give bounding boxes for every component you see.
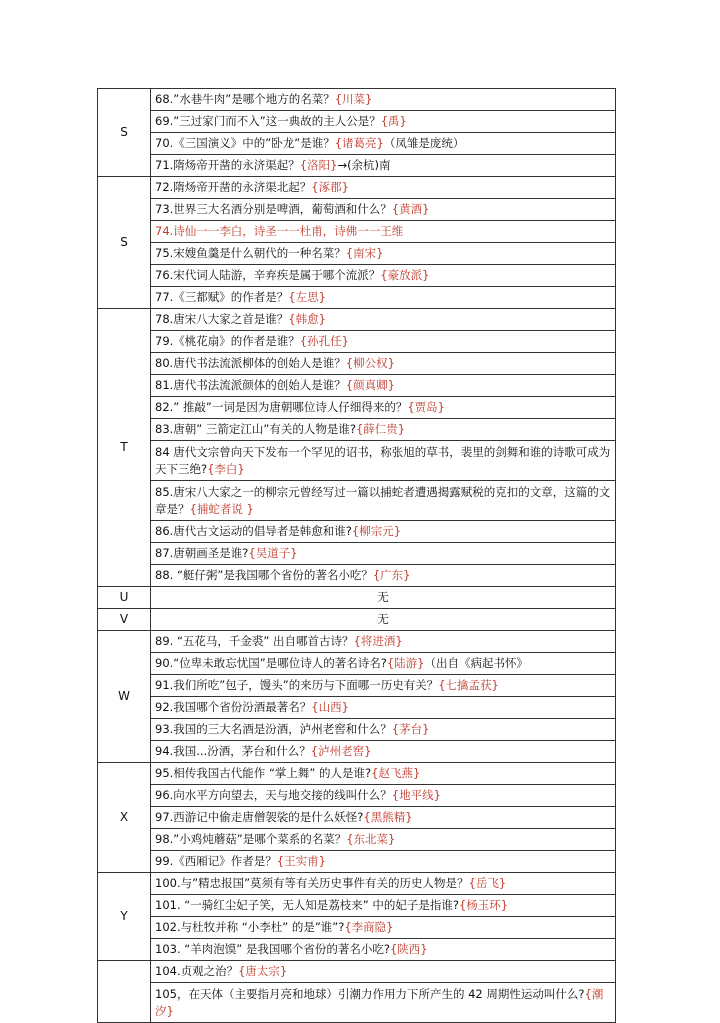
group-letter: V — [98, 609, 151, 631]
answer-text: {潮汐} — [155, 986, 604, 1018]
answer-text: {王实甫} — [276, 854, 326, 868]
table-row — [98, 983, 616, 1023]
question-cell — [151, 481, 616, 521]
question-text: 91.我们所吃”包子，馒头”的来历与下面哪一历史有关？ — [155, 678, 439, 692]
question-cell — [151, 221, 616, 243]
question-cell — [151, 265, 616, 287]
table-row — [98, 565, 616, 587]
question-text: 100.与”精忠报国”莫须有等有关历史事件有关的历史人物是？ — [155, 876, 469, 890]
table-row — [98, 111, 616, 133]
table-row — [98, 133, 616, 155]
table-row — [98, 309, 616, 331]
answer-text: {吴道子} — [248, 546, 298, 560]
answer-text: {贾岛} — [407, 400, 445, 414]
table-row — [98, 177, 616, 199]
table-row — [98, 331, 616, 353]
table-row — [98, 939, 616, 961]
table-row — [98, 807, 616, 829]
question-text: 92.我国哪个省份汾酒最著名？ — [155, 700, 312, 714]
answer-text: {东北菜} — [346, 832, 396, 846]
question-cell — [151, 587, 616, 609]
answer-text: {唐太宗} — [238, 964, 288, 978]
answer-text: {黑熊精} — [363, 810, 413, 824]
group-letter: U — [98, 587, 151, 609]
answer-text: {涿郡} — [311, 180, 349, 194]
answer-text: {豪放派} — [380, 268, 430, 282]
question-text: 86.唐代古文运动的倡导者是韩愈和谁? — [155, 524, 352, 538]
question-text: 88. “艇仔粥”是我国哪个省份的著名小吃？ — [155, 568, 373, 582]
table-row — [98, 375, 616, 397]
note-text: （凤雏是庞统） — [383, 136, 465, 150]
table-row — [98, 675, 616, 697]
note-text: （出自《病起书怀》 — [424, 656, 528, 670]
answer-text: 74.诗仙一一李白，诗圣一一杜甫，诗佛一一王维 — [155, 224, 404, 238]
question-cell — [151, 155, 616, 177]
group-letter: T — [98, 309, 151, 587]
table-row — [98, 221, 616, 243]
question-cell — [151, 807, 616, 829]
question-cell — [151, 177, 616, 199]
answer-text: {薛仁贵} — [355, 422, 406, 436]
answer-text: {禹} — [380, 114, 407, 128]
table-row — [98, 917, 616, 939]
answer-text: {杨玉环} — [458, 898, 509, 912]
table-row — [98, 873, 616, 895]
question-cell — [151, 521, 616, 543]
question-cell — [151, 653, 616, 675]
table-row — [98, 895, 616, 917]
question-text: 69.”三过家门而不入”这一典故的主人公是？ — [155, 114, 381, 128]
table-row — [98, 287, 616, 309]
question-text: 80.唐代书法流派柳体的创始人是谁？ — [155, 356, 346, 370]
answer-text: {泸州老窖} — [310, 744, 372, 758]
question-text: 97.西游记中偷走唐僧袈裟的是什么妖怪? — [155, 810, 364, 824]
table-row — [98, 543, 616, 565]
question-cell — [151, 873, 616, 895]
question-cell — [151, 111, 616, 133]
question-cell — [151, 851, 616, 873]
table-row — [98, 481, 616, 521]
table-row — [98, 243, 616, 265]
group-letter: Y — [98, 873, 151, 961]
question-text: 93.我国的三大名酒是汾酒，泸州老窖和什么？ — [155, 722, 392, 736]
answer-text: {将进酒} — [353, 634, 403, 648]
answer-text: {颜真卿} — [345, 378, 395, 392]
question-cell — [151, 675, 616, 697]
table-row — [98, 89, 616, 111]
question-cell — [151, 565, 616, 587]
group-letter: S — [98, 89, 151, 177]
quiz-table-body — [98, 89, 616, 1023]
table-row — [98, 829, 616, 851]
group-letter: X — [98, 763, 151, 873]
question-text: 75.宋嫂鱼羹是什么朝代的一种名菜？ — [155, 246, 346, 260]
question-text: 77.《三都赋》的作者是？ — [155, 290, 289, 304]
question-cell — [151, 287, 616, 309]
answer-text: {柳公权} — [345, 356, 395, 370]
question-text: 87.唐朝画圣是谁? — [155, 546, 249, 560]
table-row — [98, 653, 616, 675]
table-row — [98, 419, 616, 441]
question-text: 84 唐代文宗曾向天下发布一个罕见的诏书，称张旭的草书，裴里的剑舞和谁的诗歌可成为天下三绝? — [155, 444, 611, 476]
table-row — [98, 697, 616, 719]
question-text: 68.”水巷牛肉”是哪个地方的名菜？ — [155, 92, 335, 106]
question-cell — [151, 397, 616, 419]
question-text: 无 — [377, 612, 389, 626]
question-cell — [151, 375, 616, 397]
question-cell — [151, 419, 616, 441]
answer-text: {岳飞} — [468, 876, 507, 890]
question-cell — [151, 609, 616, 631]
question-cell — [151, 763, 616, 785]
answer-text: {韩愈} — [288, 312, 326, 326]
answer-text: {陆游} — [386, 656, 425, 670]
answer-text: {孙孔任} — [299, 334, 349, 348]
question-cell — [151, 785, 616, 807]
question-text: 104.贞观之治？ — [155, 964, 239, 978]
answer-text: {捕蛇者说 } — [189, 501, 254, 516]
answer-text: {地平线} — [391, 788, 441, 802]
table-row — [98, 961, 616, 983]
table-row — [98, 763, 616, 785]
question-text: 73.世界三大名酒分别是啤酒，葡萄酒和什么？ — [155, 202, 392, 216]
question-cell — [151, 741, 616, 763]
question-cell — [151, 331, 616, 353]
table-row — [98, 265, 616, 287]
answer-text: {洛阳} — [299, 158, 338, 172]
answer-text: {黄酒} — [391, 202, 430, 216]
answer-text: {广东} — [372, 568, 411, 582]
question-cell — [151, 961, 616, 983]
answer-text: {山西} — [311, 700, 349, 714]
answer-text: {柳宗元} — [351, 524, 402, 538]
answer-text: {茅台} — [391, 722, 430, 736]
question-text: 103. “羊肉泡馍” 是我国哪个省份的著名小吃? — [155, 942, 390, 956]
table-row — [98, 587, 616, 609]
question-text: 70.《三国演义》中的”卧龙”是谁？ — [155, 136, 335, 150]
quiz-table — [97, 88, 616, 1023]
group-letter: W — [98, 631, 151, 763]
question-text: 79.《桃花扇》的作者是谁？ — [155, 334, 300, 348]
table-row — [98, 719, 616, 741]
answer-text: {南宋} — [345, 246, 384, 260]
answer-text: {陕西} — [389, 942, 428, 956]
group-letter — [98, 961, 151, 1023]
table-row — [98, 631, 616, 653]
table-row — [98, 609, 616, 631]
table-row — [98, 397, 616, 419]
question-cell — [151, 133, 616, 155]
question-cell — [151, 829, 616, 851]
table-row — [98, 155, 616, 177]
table-row — [98, 353, 616, 375]
table-row — [98, 741, 616, 763]
question-text: 81.唐代书法流派颜体的创始人是谁？ — [155, 378, 346, 392]
question-cell — [151, 917, 616, 939]
table-row — [98, 785, 616, 807]
question-cell — [151, 895, 616, 917]
answer-text: {川菜} — [334, 92, 373, 106]
table-row — [98, 441, 616, 481]
question-cell — [151, 939, 616, 961]
answer-text: {七擒孟获} — [438, 678, 499, 692]
question-text: 94.我国...汾酒，茅台和什么？ — [155, 744, 311, 758]
question-text: 78.唐宋八大家之首是谁？ — [155, 312, 289, 326]
question-text: 101. “一骑红尘妃子笑，无人知是荔枝来” 中的妃子是指谁? — [155, 898, 459, 912]
question-text: 83.唐朝” 三箭定江山”有关的人物是谁? — [155, 422, 356, 436]
question-text: 85.唐宋八大家之一的柳宗元曾经写过一篇以捕蛇者遭遇揭露赋税的克扣的文章，这篇的文章是？ — [155, 484, 611, 516]
question-text: 72.隋炀帝开凿的永济渠北起？ — [155, 180, 312, 194]
question-text: 98.”小鸡炖蘑菇”是哪个菜系的名菜？ — [155, 832, 347, 846]
table-row — [98, 199, 616, 221]
answer-text: {李商隐} — [344, 920, 394, 934]
table-row — [98, 521, 616, 543]
question-cell — [151, 543, 616, 565]
group-letter: S — [98, 177, 151, 309]
question-cell — [151, 199, 616, 221]
question-text: 96.向水平方向望去，天与地交接的线叫什么？ — [155, 788, 392, 802]
table-row — [98, 851, 616, 873]
question-cell — [151, 631, 616, 653]
question-cell — [151, 353, 616, 375]
question-text: 76.宋代词人陆游，辛弃疾是属于哪个流派？ — [155, 268, 381, 282]
quiz-sheet — [97, 88, 616, 1023]
question-cell — [151, 983, 616, 1023]
question-cell — [151, 719, 616, 741]
question-cell — [151, 89, 616, 111]
question-text: 105，在天体（主要指月亮和地球）引潮力作用力下所产生的 42 周期性运动叫什么? — [155, 986, 585, 1001]
question-text: 89. “五花马，千金裘” 出自哪首古诗？ — [155, 634, 354, 648]
question-text: 90.“位卑未敢忘忧国”是哪位诗人的著名诗名? — [155, 656, 387, 670]
question-text: 102.与杜牧并称 “小李杜” 的是”谁”? — [155, 920, 345, 934]
question-text: 95.相传我国古代能作 “掌上舞” 的人是谁? — [155, 766, 372, 780]
answer-text: {李白} — [207, 461, 245, 476]
question-cell — [151, 243, 616, 265]
question-cell — [151, 697, 616, 719]
answer-text: {诸葛亮} — [334, 136, 384, 150]
question-cell — [151, 441, 616, 481]
answer-text: {赵飞燕} — [371, 766, 421, 780]
question-text: 82.” 推敲”一词是因为唐朝哪位诗人仔细得来的？ — [155, 400, 408, 414]
question-text: 71.隋炀帝开凿的永济渠起？ — [155, 158, 300, 172]
note-text: →(余杭)南 — [337, 158, 391, 172]
question-text: 99.《西厢记》作者是？ — [155, 854, 277, 868]
question-text: 无 — [377, 590, 389, 604]
question-cell — [151, 309, 616, 331]
answer-text: {左思} — [288, 290, 326, 304]
